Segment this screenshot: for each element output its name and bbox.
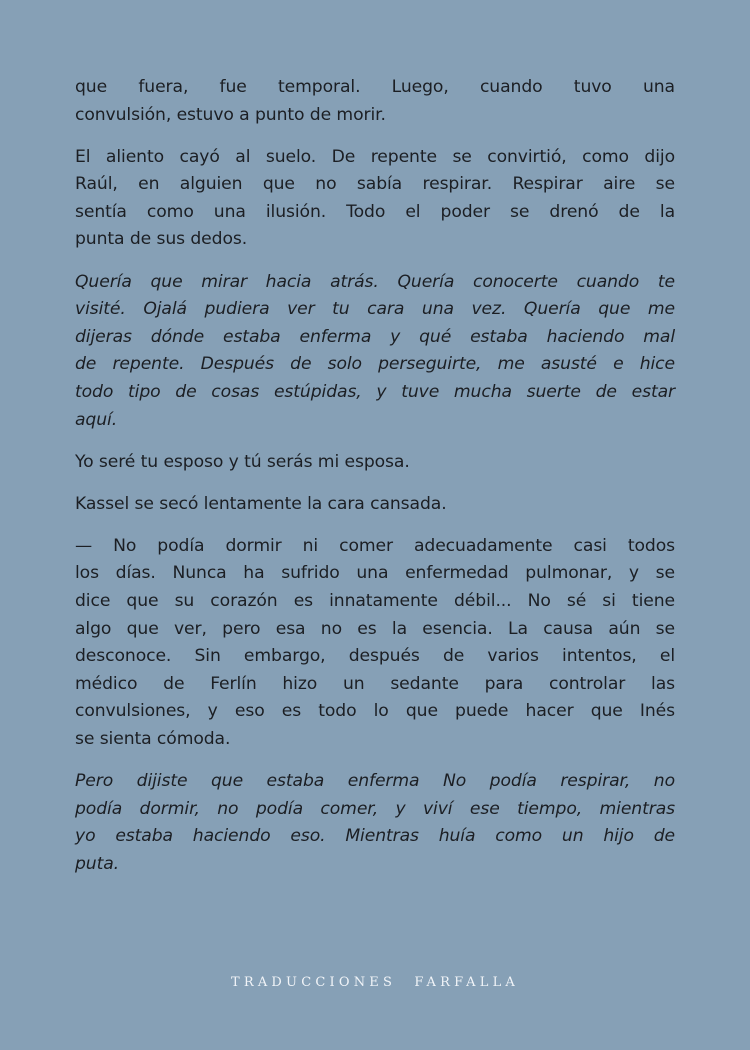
page-body-text: [75, 74, 675, 893]
text-line: Pero dijiste que estaba enferma No podía respirar, no: [75, 771, 675, 792]
text-line: Yo seré tu esposo y tú serás mi esposa.: [75, 451, 410, 472]
text-line: convulsiones, y eso es todo lo que puede hacer que Inés: [75, 701, 675, 722]
text-line: Quería que mirar hacia atrás. Quería conocerte cuando te: [75, 271, 675, 292]
text-line: algo que ver, pero esa no es la esencia. La causa aún se: [75, 618, 675, 639]
paragraph: [75, 491, 675, 519]
text-line: Raúl, en alguien que no sabía respirar. Respirar aire se: [75, 174, 675, 195]
text-line: se sienta cómoda.: [75, 728, 231, 749]
text-line: visité. Ojalá pudiera ver tu cara una vez. Quería que me: [75, 299, 675, 320]
text-line: El aliento cayó al suelo. De repente se convirtió, como dijo: [75, 146, 675, 167]
paragraph: [75, 74, 675, 129]
text-line: desconoce. Sin embargo, después de varios intentos, el: [75, 646, 675, 667]
italic-paragraph: [75, 269, 675, 435]
text-line: médico de Ferlín hizo un sedante para controlar las: [75, 673, 675, 694]
text-line: Kassel se secó lentamente la cara cansada.: [75, 493, 447, 514]
paragraph: [75, 449, 675, 477]
text-line: de repente. Después de solo perseguirte, me asusté e hice: [75, 354, 675, 375]
text-line: aquí.: [75, 409, 118, 430]
italic-paragraph: [75, 768, 675, 878]
text-line: podía dormir, no podía comer, y viví ese tiempo, mientras: [75, 798, 675, 819]
text-line: punta de sus dedos.: [75, 229, 248, 250]
text-line: — No podía dormir ni comer adecuadamente casi todos: [75, 535, 675, 556]
text-line: sentía como una ilusión. Todo el poder se drenó de la: [75, 201, 675, 222]
text-line: dijeras dónde estaba enferma y qué estaba haciendo mal: [75, 326, 675, 347]
text-line: todo tipo de cosas estúpidas, y tuve mucha suerte de estar: [75, 381, 675, 402]
text-line: que fuera, fue temporal. Luego, cuando tuvo una: [75, 77, 675, 97]
text-line: los días. Nunca ha sufrido una enfermedad pulmonar, y se: [75, 563, 675, 584]
paragraph: [75, 144, 675, 254]
publisher-footer: TRADUCCIONES FARFALLA: [230, 975, 519, 990]
text-line: yo estaba haciendo eso. Mientras huía como un hijo de: [75, 826, 675, 847]
paragraph: [75, 533, 675, 754]
text-line: puta.: [75, 853, 120, 874]
text-line: dice que su corazón es innatamente débil... No sé si tiene: [75, 591, 675, 611]
text-line: convulsión, estuvo a punto de morir.: [75, 104, 386, 125]
